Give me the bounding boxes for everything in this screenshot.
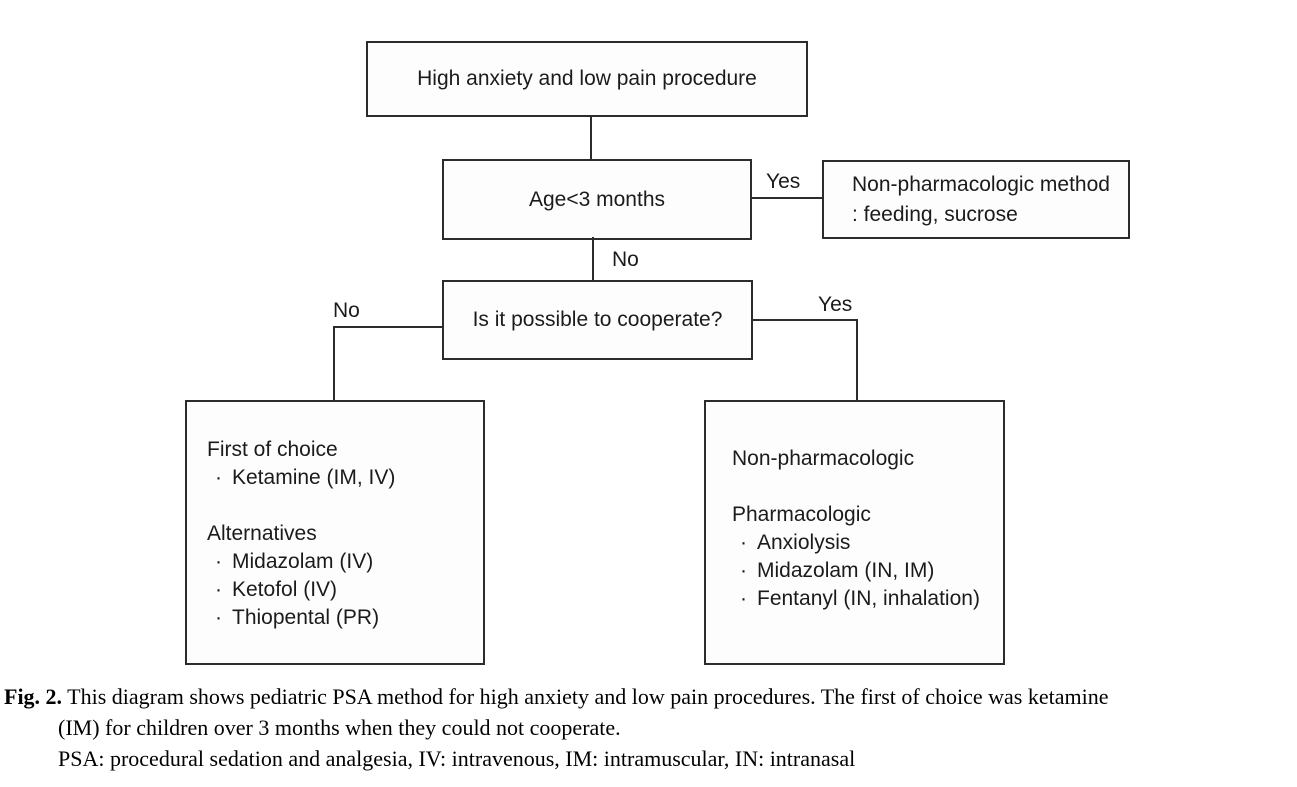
drug-item-midazolam-in-label: Midazolam (IN, IM) bbox=[757, 559, 935, 582]
drug-item-thiopental bbox=[207, 604, 475, 632]
connector-age-cooperate bbox=[592, 237, 594, 282]
section-non-pharmacologic-title: Non-pharmacologic bbox=[732, 447, 915, 470]
caption-line-3: PSA: procedural sedation and analgesia, IV: intravenous, IM: intramuscular, IN: intranasal bbox=[58, 746, 856, 771]
node-procedure bbox=[366, 41, 808, 117]
connector-cooperate-yes-vertical bbox=[856, 319, 858, 402]
edge-label-age-yes: Yes bbox=[766, 170, 801, 193]
edge-label-cooperate-no: No bbox=[333, 299, 360, 322]
caption-line-2: (IM) for children over 3 months when they could not cooperate. bbox=[58, 715, 621, 740]
drug-item-ketofol bbox=[207, 576, 475, 604]
connector-cooperate-no-vertical bbox=[333, 326, 335, 402]
section-non-pharmacologic bbox=[732, 445, 995, 473]
connector-cooperate-yes-horizontal bbox=[751, 319, 858, 321]
drug-item-thiopental-label: Thiopental (PR) bbox=[232, 606, 380, 629]
drug-item-midazolam-iv-label: Midazolam (IV) bbox=[232, 550, 374, 573]
drug-item-fentanyl-label: Fentanyl (IN, inhalation) bbox=[757, 587, 980, 610]
bullet-icon: · bbox=[740, 587, 747, 610]
drug-item-midazolam-iv bbox=[207, 548, 475, 576]
drug-item-anxiolysis bbox=[732, 529, 995, 557]
node-cooperate-label: Is it possible to cooperate? bbox=[472, 308, 723, 331]
node-age bbox=[442, 159, 752, 240]
section-first-of-choice-title: First of choice bbox=[207, 438, 338, 461]
drug-item-ketamine bbox=[207, 464, 475, 492]
bullet-icon: · bbox=[215, 550, 222, 573]
drug-item-fentanyl bbox=[732, 585, 995, 613]
node-nonpharmacologic-method bbox=[822, 160, 1130, 239]
bullet-icon: · bbox=[740, 559, 747, 582]
node-nonpharmacologic-method-line1: Non-pharmacologic method bbox=[852, 172, 1110, 196]
node-cooperate bbox=[442, 280, 753, 360]
drug-item-ketamine-label: Ketamine (IM, IV) bbox=[232, 466, 396, 489]
figure-caption bbox=[4, 681, 1296, 774]
connector-cooperate-no-horizontal bbox=[333, 326, 444, 328]
connector-procedure-age bbox=[590, 117, 592, 161]
bullet-icon: · bbox=[215, 578, 222, 601]
node-nonpharmacologic-method-line2: : feeding, sucrose bbox=[852, 202, 1018, 226]
node-age-label: Age<3 months bbox=[528, 187, 665, 211]
section-alternatives-title: Alternatives bbox=[207, 522, 317, 545]
bullet-icon: · bbox=[215, 606, 222, 629]
node-no-cooperate-options bbox=[185, 400, 485, 665]
caption-line-1-text: This diagram shows pediatric PSA method for high anxiety and low pain procedures. The first of choice was ketamine bbox=[67, 684, 1109, 709]
edge-label-age-no: No bbox=[612, 248, 639, 271]
section-first-of-choice bbox=[207, 436, 475, 492]
drug-item-midazolam-in bbox=[732, 557, 995, 585]
figure-number-label: Fig. 2. bbox=[4, 684, 63, 709]
drug-item-anxiolysis-label: Anxiolysis bbox=[757, 531, 851, 554]
bullet-icon: · bbox=[740, 531, 747, 554]
edge-label-cooperate-yes: Yes bbox=[818, 293, 853, 316]
connector-age-feeding bbox=[752, 197, 824, 199]
section-pharmacologic-title: Pharmacologic bbox=[732, 503, 871, 526]
node-procedure-label: High anxiety and low pain procedure bbox=[417, 67, 757, 90]
section-alternatives bbox=[207, 520, 475, 632]
node-yes-cooperate-options bbox=[704, 400, 1005, 665]
section-pharmacologic bbox=[732, 501, 995, 613]
bullet-icon: · bbox=[215, 466, 222, 489]
caption-line-1 bbox=[4, 681, 1296, 712]
drug-item-ketofol-label: Ketofol (IV) bbox=[232, 578, 338, 601]
